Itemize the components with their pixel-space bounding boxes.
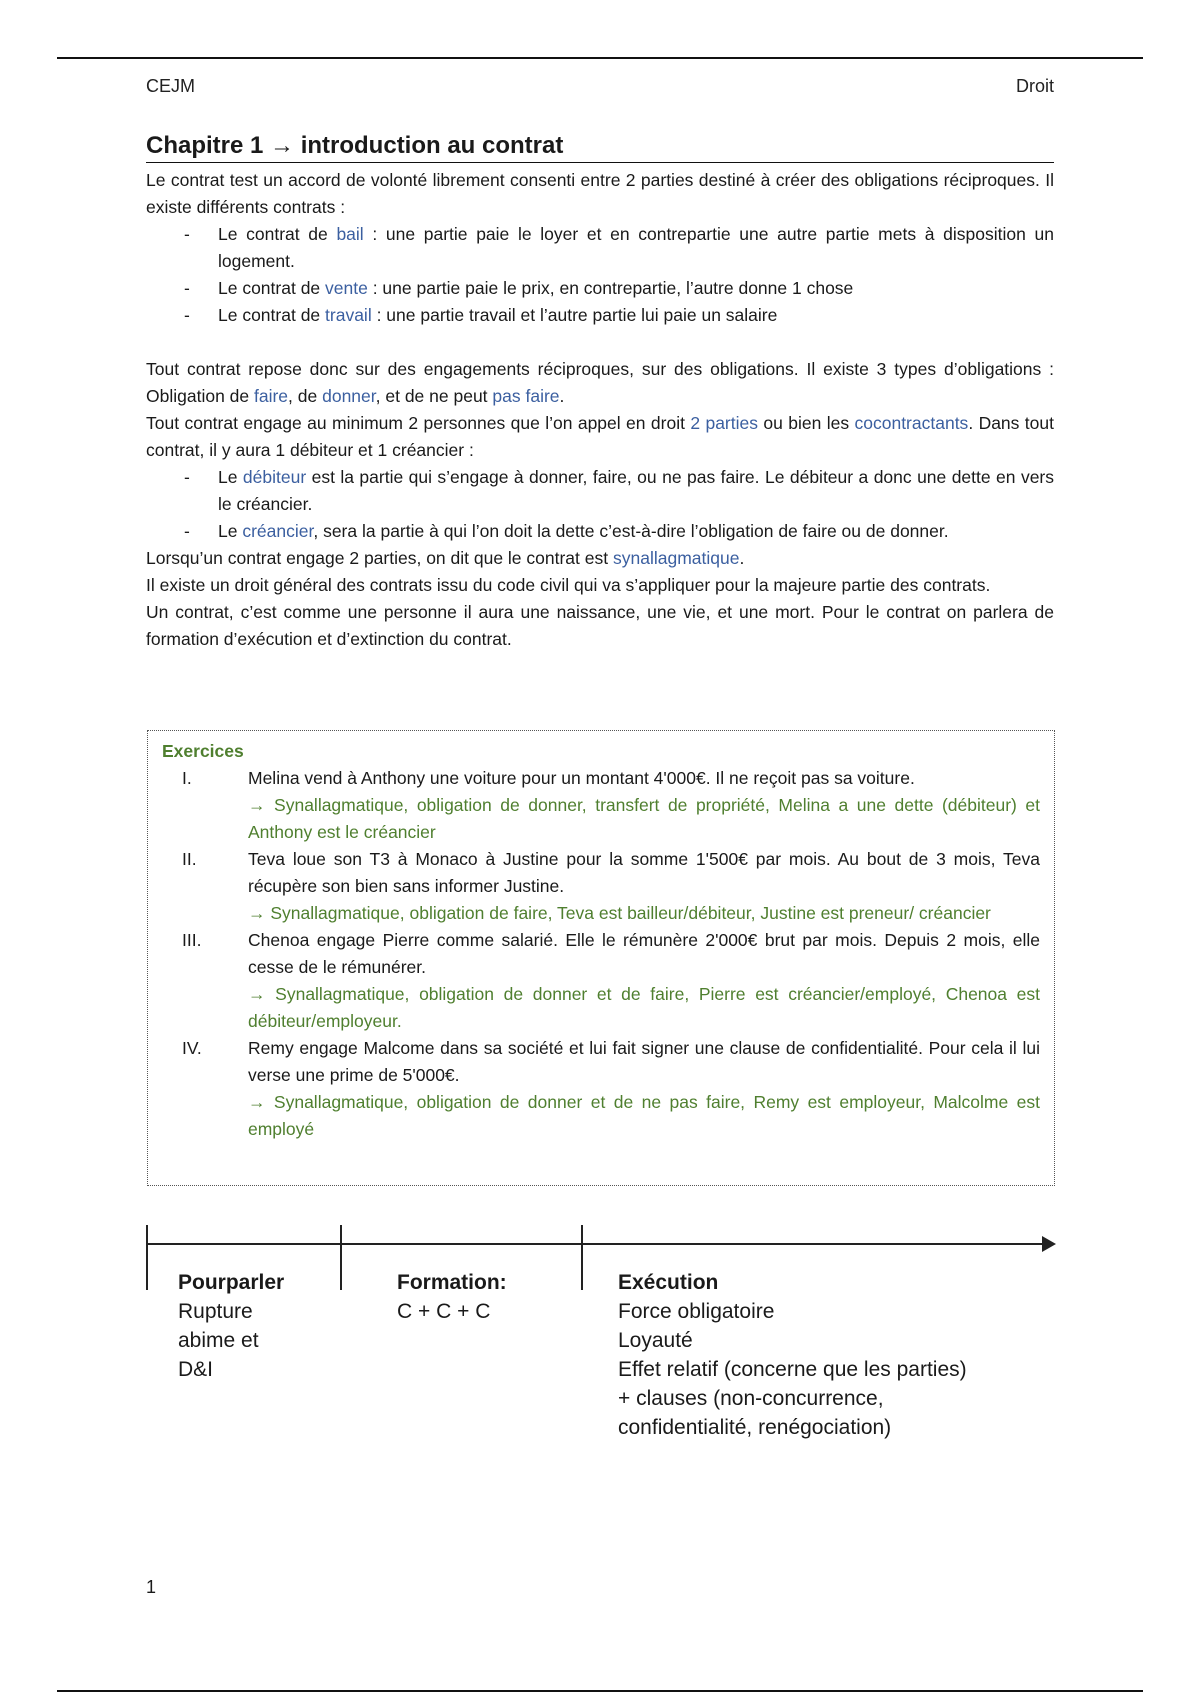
phase-title: Formation:	[397, 1271, 507, 1294]
exercise-question: Teva loue son T3 à Monaco à Justine pour la somme 1'500€ par mois. Au bout de 3 mois, Teva récupère son bien sans informer Justine.	[248, 849, 1040, 896]
term-debiteur: débiteur	[242, 467, 307, 487]
phase-line: Loyauté	[618, 1329, 693, 1352]
phase-line: C + C + C	[397, 1300, 491, 1323]
main-content	[146, 131, 1054, 653]
exercise-item	[162, 927, 1040, 1035]
term-pas-faire: pas faire	[492, 386, 560, 406]
phase-title: Pourparler	[178, 1271, 285, 1294]
phase-line: Force obligatoire	[618, 1300, 775, 1323]
exercise-question: Chenoa engage Pierre comme salarié. Elle le rémunère 2'000€ brut par mois. Depuis 2 mois, elle cesse de le rémunérer.	[248, 930, 1040, 977]
dash-bullet: -	[184, 467, 190, 487]
page-number: 1	[146, 1577, 157, 1597]
exercise-number: IV.	[182, 1038, 202, 1058]
header-left: CEJM	[146, 76, 195, 96]
bottom-rule	[57, 1690, 1143, 1692]
phase-formation	[397, 1268, 507, 1326]
term-synallagmatique: synallagmatique	[612, 548, 740, 568]
list-item: - Le créancier, sera la partie à qui l’on doit la dette c’est-à-dire l’obligation de faire ou de donner.	[146, 518, 1054, 545]
term-bail: bail	[336, 224, 364, 244]
exercises-box	[147, 730, 1055, 1186]
exercise-number: II.	[182, 849, 197, 869]
phase-line: + clauses (non-concurrence,	[618, 1387, 884, 1410]
timeline-tick	[146, 1225, 148, 1290]
lifecycle-paragraph: Un contrat, c’est comme une personne il aura une naissance, une vie, et une mort. Pour le contrat on parlera de formation d’exécution et d’extinction du contrat.	[146, 602, 1054, 649]
exercise-number: I.	[182, 768, 192, 788]
exercise-answer: → Synallagmatique, obligation de donner et de faire, Pierre est créancier/employé, Chenoa est débiteur/employeur.	[248, 984, 1040, 1031]
phase-line: Effet relatif (concerne que les parties)	[618, 1358, 967, 1381]
phase-line: abime et	[178, 1329, 259, 1352]
term-vente: vente	[325, 278, 368, 298]
exercise-question: Melina vend à Anthony une voiture pour un montant 4'000€. Il ne reçoit pas sa voiture.	[248, 768, 915, 788]
contract-types-list	[146, 221, 1054, 329]
exercise-answer: → Synallagmatique, obligation de donner, transfert de propriété, Melina a une dette (débiteur) et Anthony est le créancier	[248, 795, 1040, 842]
list-item: - Le contrat de travail : une partie travail et l’autre partie lui paie un salaire	[146, 302, 1054, 329]
list-item: - Le contrat de bail : une partie paie le loyer et en contrepartie une autre partie mets à disposition un logement.	[146, 221, 1054, 275]
parties-paragraph: Tout contrat engage au minimum 2 personnes que l’on appel en droit 2 parties ou bien les cocontractants. Dans tout contrat, il y aura 1 débiteur et 1 créancier :	[146, 413, 1055, 460]
timeline-axis	[146, 1243, 1046, 1245]
term-creancier: créancier	[242, 521, 314, 541]
term-donner: donner	[322, 386, 376, 406]
roles-list	[146, 464, 1054, 545]
term-travail: travail	[325, 305, 372, 325]
dash-bullet: -	[184, 305, 190, 325]
exercise-number: III.	[182, 930, 202, 950]
timeline-tick	[340, 1225, 342, 1290]
exercises-heading: Exercices	[162, 741, 244, 761]
exercise-answer: → Synallagmatique, obligation de donner et de ne pas faire, Remy est employeur, Malcolme est employé	[248, 1092, 1040, 1139]
phase-execution	[618, 1268, 967, 1442]
obligations-paragraph: Tout contrat repose donc sur des engagements réciproques, sur des obligations. Il existe 3 types d’obligations : Obligation de faire, de donner, et de ne peut pas faire.	[146, 359, 1054, 406]
phase-line: Rupture	[178, 1300, 253, 1323]
timeline-arrow-icon	[1042, 1236, 1056, 1252]
dash-bullet: -	[184, 278, 190, 298]
droit-general-paragraph: Il existe un droit général des contrats issu du code civil qui va s’appliquer pour la majeure partie des contrats.	[146, 575, 991, 595]
header-right: Droit	[1015, 76, 1054, 96]
exercise-item	[162, 1035, 1040, 1143]
phase-pourparler	[178, 1268, 284, 1384]
timeline-tick	[581, 1225, 583, 1290]
exercise-item	[162, 846, 1040, 927]
dash-bullet: -	[184, 224, 190, 244]
dash-bullet: -	[184, 521, 190, 541]
term-2-parties: 2 parties	[690, 413, 758, 433]
list-item: - Le débiteur est la partie qui s’engage à donner, faire, ou ne pas faire. Le débiteur a donc une dette en vers le créancier.	[146, 464, 1054, 518]
phase-title: Exécution	[618, 1271, 719, 1294]
synallagmatique-paragraph: Lorsqu’un contrat engage 2 parties, on dit que le contrat est synallagmatique.	[146, 548, 745, 568]
phase-line: D&I	[178, 1358, 214, 1381]
list-item: - Le contrat de vente : une partie paie le prix, en contrepartie, l’autre donne 1 chose	[146, 275, 1054, 302]
intro-paragraph: Le contrat test un accord de volonté librement consenti entre 2 parties destiné à créer des obligations réciproques. Il existe différents contrats :	[146, 170, 1054, 217]
exercise-question: Remy engage Malcome dans sa société et lui fait signer une clause de confidentialité. Pour cela il lui verse une prime de 5'000€.	[248, 1038, 1040, 1085]
phase-line: confidentialité, renégociation)	[618, 1416, 892, 1439]
top-rule	[57, 57, 1143, 59]
exercise-answer: → Synallagmatique, obligation de faire, Teva est bailleur/débiteur, Justine est preneur/ créancier	[248, 903, 991, 923]
term-faire: faire	[254, 386, 289, 406]
term-cocontractants: cocontractants	[854, 413, 969, 433]
exercise-item	[162, 765, 1040, 846]
chapter-title: Chapitre 1 → introduction au contrat	[146, 131, 1054, 163]
